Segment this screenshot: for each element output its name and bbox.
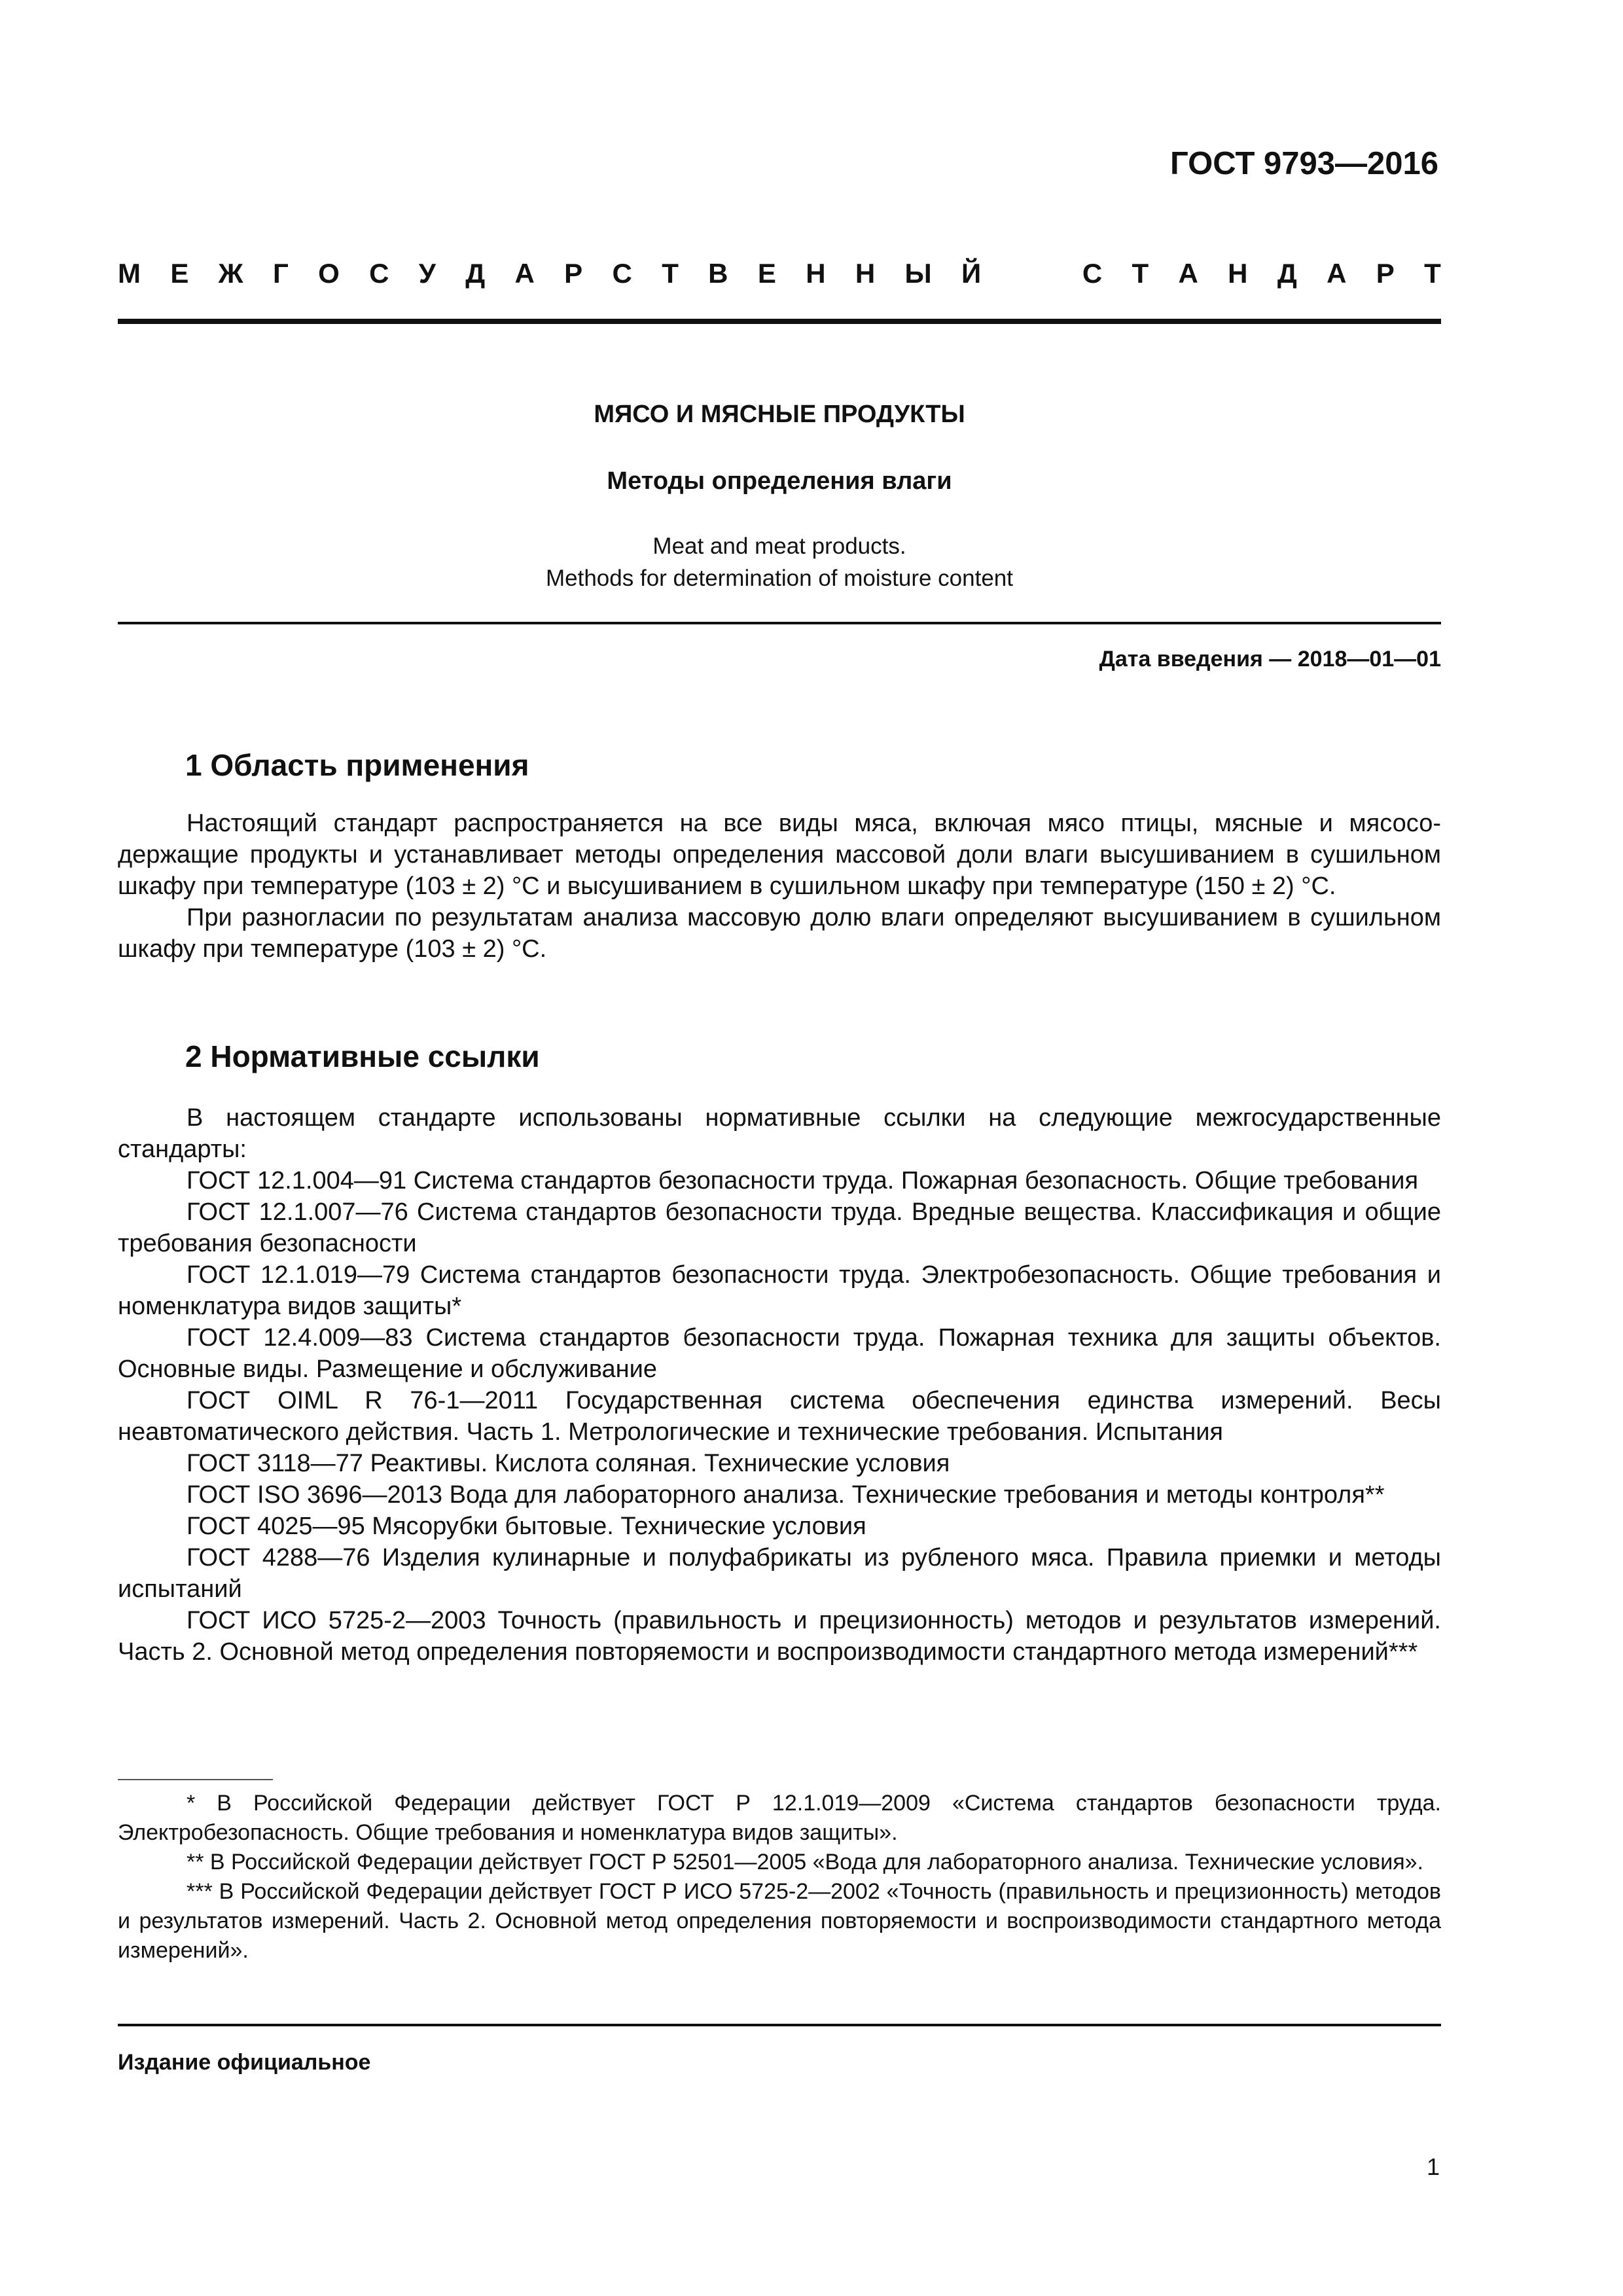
standard-type-letter: Н bbox=[806, 258, 826, 289]
document-code: ГОСТ 9793—2016 bbox=[1170, 146, 1438, 181]
reference-item: ГОСТ 12.1.019—79 Система стандартов безопасности труда. Электробезопасность. Общие требования и номенклатура видов защиты* bbox=[118, 1261, 1441, 1320]
reference-item: ГОСТ 12.1.004—91 Система стандартов безопасности труда. Пожарная безопасность. Общие требования bbox=[187, 1167, 1419, 1194]
section-1-paragraph: Настоящий стандарт распространяется на все виды мяса, включая мясо птицы, мясные и мясосодержащие продукты и устанавливает методы определения массовой доли влаги высушиванием в сушильном шкафу при температуре (103 ± 2) °С и высушиванием в сушильном шкафу при температуре (150 ± 2) °С. bbox=[118, 810, 1441, 900]
reference-item: ГОСТ OIML R 76-1—2011 Государственная система обеспечения единства измерений. Весы неавтоматического действия. Часть 1. Метрологические и технические требования. Испытания bbox=[118, 1387, 1441, 1446]
title-english-line-2: Methods for determination of moisture content bbox=[546, 565, 1013, 591]
reference-item: ГОСТ ИСО 5725-2—2003 Точность (правильность и прецизионность) методов и результатов измерений. Часть 2. Основной метод определения повторяемости и воспроизводимости стандартного метода измерений*** bbox=[118, 1607, 1441, 1666]
standard-type-letter: Т bbox=[1132, 258, 1149, 289]
title-english-line-1: Meat and meat products. bbox=[652, 533, 906, 559]
standard-type-letter: Т bbox=[1424, 258, 1441, 289]
section-1-heading: 1 Область применения bbox=[185, 748, 529, 782]
reference-item: ГОСТ 4025—95 Мясорубки бытовые. Технические условия bbox=[187, 1513, 866, 1540]
standard-type-letter: Н bbox=[855, 258, 876, 289]
footnote: * В Российской Федерации действует ГОСТ Р 12.1.019—2009 «Система стандартов безопасности труда. Электробезопасность. Общие требования и номенклатура видов защиты». bbox=[118, 1791, 1441, 1845]
standard-type-word-gap bbox=[1011, 258, 1053, 289]
section-2-heading: 2 Нормативные ссылки bbox=[185, 1039, 540, 1073]
standard-type-letter: Г bbox=[272, 258, 289, 289]
section-1-paragraph: При разногласии по результатам анализа массовую долю влаги определяют высушиванием в сушильном шкафу при температуре (103 ± 2) °С. bbox=[118, 904, 1441, 963]
reference-item: ГОСТ ISO 3696—2013 Вода для лабораторного анализа. Технические требования и методы контроля** bbox=[187, 1481, 1385, 1509]
standard-type-letter: Й bbox=[961, 258, 982, 289]
introduction-date: Дата введения — 2018—01—01 bbox=[1099, 647, 1441, 672]
standard-type-letter: Е bbox=[170, 258, 189, 289]
standard-type-letter: С bbox=[1082, 258, 1103, 289]
footnote: *** В Российской Федерации действует ГОСТ Р ИСО 5725-2—2002 «Точность (правильность и прецизионность) методов и результатов измерений. Часть 2. Основной метод определения повторяемости и воспроизводимости стандартного метода измерений». bbox=[118, 1879, 1441, 1963]
footnote: ** В Российской Федерации действует ГОСТ Р 52501—2005 «Вода для лабораторного анализа. Технические условия». bbox=[187, 1850, 1423, 1874]
title-main: МЯСО И МЯСНЫЕ ПРОДУКТЫ bbox=[594, 401, 965, 428]
standard-type-letter: Ы bbox=[904, 258, 932, 289]
standard-type-letter: С bbox=[612, 258, 632, 289]
footnote-separator bbox=[118, 1779, 273, 1780]
reference-item: ГОСТ 4288—76 Изделия кулинарные и полуфабрикаты из рубленого мяса. Правила приемки и методы испытаний bbox=[118, 1544, 1441, 1603]
page-number: 1 bbox=[1426, 2153, 1440, 2180]
title-divider bbox=[118, 622, 1441, 624]
footer-divider bbox=[118, 2024, 1441, 2026]
title-subtitle: Методы определения влаги bbox=[607, 467, 952, 495]
standard-type-letter: Е bbox=[757, 258, 776, 289]
standard-type-letter: Н bbox=[1228, 258, 1248, 289]
standard-type-letter: А bbox=[1327, 258, 1347, 289]
official-edition-label: Издание официальное bbox=[118, 2050, 371, 2075]
standard-type-letter: Д bbox=[1277, 258, 1297, 289]
section-1-body bbox=[118, 808, 1441, 965]
standard-type-heading bbox=[118, 258, 1441, 289]
standard-type-letter: О bbox=[318, 258, 340, 289]
reference-item: ГОСТ 3118—77 Реактивы. Кислота соляная. Технические условия bbox=[187, 1450, 950, 1477]
standard-type-letter: М bbox=[118, 258, 141, 289]
standard-type-letter: У bbox=[418, 258, 436, 289]
standard-type-letter: А bbox=[514, 258, 535, 289]
standard-type-letter: Т bbox=[662, 258, 679, 289]
section-2-body bbox=[118, 1102, 1441, 1668]
standard-type-letter: В bbox=[708, 258, 728, 289]
standard-type-letter: Р bbox=[564, 258, 583, 289]
reference-item: ГОСТ 12.1.007—76 Система стандартов безопасности труда. Вредные вещества. Классификация и общие требования безопасности bbox=[118, 1198, 1441, 1257]
header-divider bbox=[118, 319, 1441, 324]
reference-item: ГОСТ 12.4.009—83 Система стандартов безопасности труда. Пожарная техника для защиты объектов. Основные виды. Размещение и обслуживание bbox=[118, 1324, 1441, 1383]
footnotes bbox=[118, 1789, 1441, 1965]
standard-type-letter: Р bbox=[1376, 258, 1395, 289]
section-2-paragraph: В настоящем стандарте использованы нормативные ссылки на следующие межгосударственные стандарты: bbox=[118, 1104, 1441, 1163]
standard-type-letter: А bbox=[1178, 258, 1198, 289]
standard-type-letter: С bbox=[369, 258, 389, 289]
standard-type-letter: Д bbox=[465, 258, 486, 289]
standard-type-letter: Ж bbox=[218, 258, 243, 289]
